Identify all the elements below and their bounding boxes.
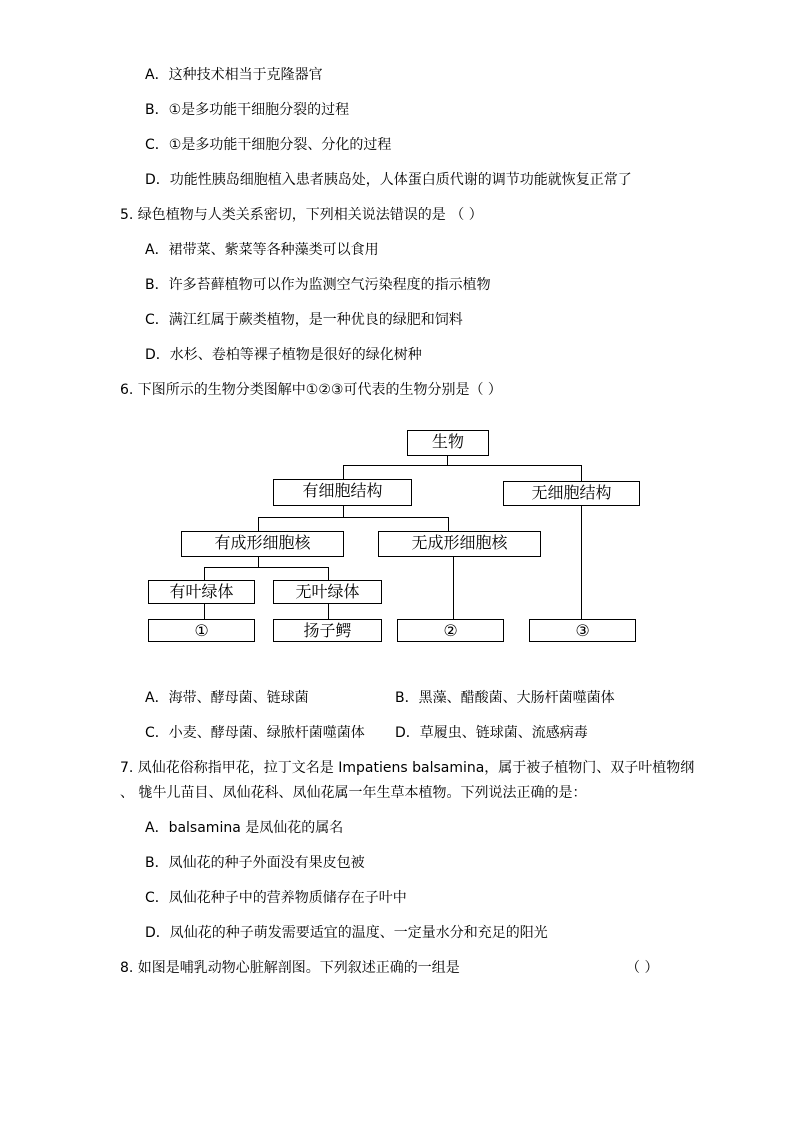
node-chloroplast: 有叶绿体 [148, 580, 255, 604]
q4-option-d: D．功能性胰岛细胞植入患者胰岛处，人体蛋白质代谢的调节功能就恢复正常了 [145, 172, 632, 188]
q8-stem: 8. 如图是哺乳动物心脏解剖图。下列叙述正确的一组是 [120, 960, 460, 976]
q5-option-c: C．满江红属于蕨类植物，是一种优良的绿肥和饲料 [145, 312, 463, 328]
node-leaf-2: ② [397, 619, 504, 642]
node-leaf-1: ① [148, 619, 255, 642]
node-acellular: 无细胞结构 [503, 481, 640, 506]
node-leaf-alligator: 扬子鳄 [273, 619, 382, 642]
node-no-chloroplast: 无叶绿体 [273, 580, 382, 604]
node-organism: 生物 [407, 430, 489, 456]
node-nucleus: 有成形细胞核 [181, 531, 344, 557]
connector [328, 567, 329, 580]
node-no-nucleus: 无成形细胞核 [378, 531, 541, 557]
connector [204, 567, 329, 568]
q7-option-b: B．凤仙花的种子外面没有果皮包被 [145, 855, 365, 871]
connector [343, 465, 344, 479]
q6-option-b: B．黑藻、醋酸菌、大肠杆菌噬菌体 [395, 690, 615, 706]
q5-option-b: B．许多苔藓植物可以作为监测空气污染程度的指示植物 [145, 277, 491, 293]
q6-option-c: C．小麦、酵母菌、绿脓杆菌噬菌体 [145, 725, 365, 741]
q7-stem-line1: 7. 凤仙花俗称指甲花，拉丁文名是 Impatiens balsamina，属于被子植物门、双子叶植物纲 [120, 760, 695, 776]
q7-option-c: C．凤仙花种子中的营养物质储存在子叶中 [145, 890, 407, 906]
q6-option-a: A．海带、酵母菌、链球菌 [145, 690, 309, 706]
q4-option-a: A．这种技术相当于克隆器官 [145, 67, 323, 83]
connector [581, 465, 582, 481]
q7-stem-line2: 、 牻牛儿苗目、凤仙花科、凤仙花属一年生草本植物。下列说法正确的是： [120, 785, 587, 801]
q5-stem: 5. 绿色植物与人类关系密切，下列相关说法错误的是 （ ） [120, 207, 483, 223]
connector [581, 505, 582, 619]
connector [328, 603, 329, 619]
q5-option-d: D．水杉、卷柏等裸子植物是很好的绿化树种 [145, 347, 422, 363]
node-cellular: 有细胞结构 [273, 479, 412, 506]
q6-option-d: D．草履虫、链球菌、流感病毒 [395, 725, 588, 741]
connector [204, 603, 205, 619]
connector [343, 465, 582, 466]
q8-answer-paren: （ ） [626, 960, 659, 976]
node-leaf-3: ③ [529, 619, 636, 642]
q4-option-b: B．①是多功能干细胞分裂的过程 [145, 102, 350, 118]
connector [448, 517, 449, 531]
connector [258, 517, 449, 518]
q6-stem: 6. 下图所示的生物分类图解中①②③可代表的生物分别是（ ） [120, 382, 502, 398]
q5-option-a: A．裙带菜、紫菜等各种藻类可以食用 [145, 242, 379, 258]
connector [453, 556, 454, 619]
connector [204, 567, 205, 580]
q4-option-c: C．①是多功能干细胞分裂、分化的过程 [145, 137, 392, 153]
q7-option-d: D．凤仙花的种子萌发需要适宜的温度、一定量水分和充足的阳光 [145, 925, 548, 941]
q7-option-a: A．balsamina 是凤仙花的属名 [145, 820, 344, 836]
connector [258, 517, 259, 531]
